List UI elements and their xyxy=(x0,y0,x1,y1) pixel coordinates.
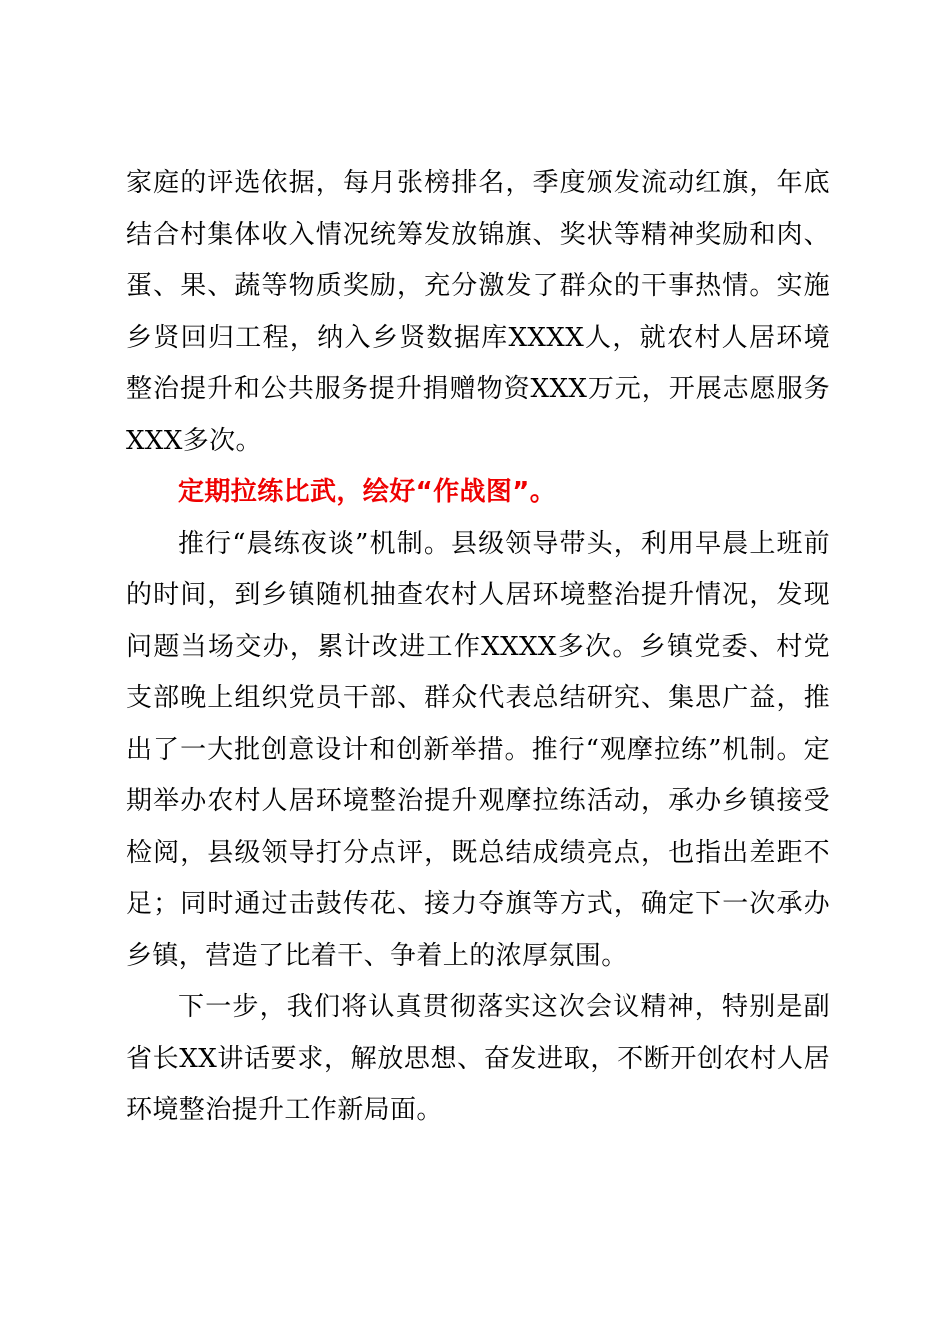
paragraph-rewards-continued: 家庭的评选依据，每月张榜排名，季度颁发流动红旗，年底结合村集体收入情况统筹发放锦旗、奖状等精神奖励和肉、蛋、果、蔬等物质奖励，充分激发了群众的干事热情。实施乡贤回归工程，纳入乡贤数据库XXXX人，就农村人居环境整治提升和公共服务提升捐赠物资XXX万元，开展志愿服务XXX多次。 xyxy=(126,168,830,456)
section-heading: 定期拉练比武，绘好“作战图”。 xyxy=(178,477,557,507)
paragraph-next-steps: 下一步，我们将认真贯彻落实这次会议精神，特别是副省长XX讲话要求，解放思想、奋发进取，不断开创农村人居环境整治提升工作新局面。 xyxy=(126,992,830,1125)
document-body xyxy=(126,158,830,1137)
paragraph-drill-mechanisms: 推行“晨练夜谈”机制。县级领导带头，利用早晨上班前的时间，到乡镇随机抽查农村人居环境整治提升情况，发现问题当场交办，累计改进工作XXXX多次。乡镇党委、村党支部晚上组织党员干部、群众代表总结研究、集思广益，推出了一大批创意设计和创新举措。推行“观摩拉练”机制。定期举办农村人居环境整治提升观摩拉练活动，承办乡镇接受检阅，县级领导打分点评，既总结成绩亮点，也指出差距不足；同时通过击鼓传花、接力夺旗等方式，确定下一次承办乡镇，营造了比着干、争着上的浓厚氛围。 xyxy=(126,528,830,971)
